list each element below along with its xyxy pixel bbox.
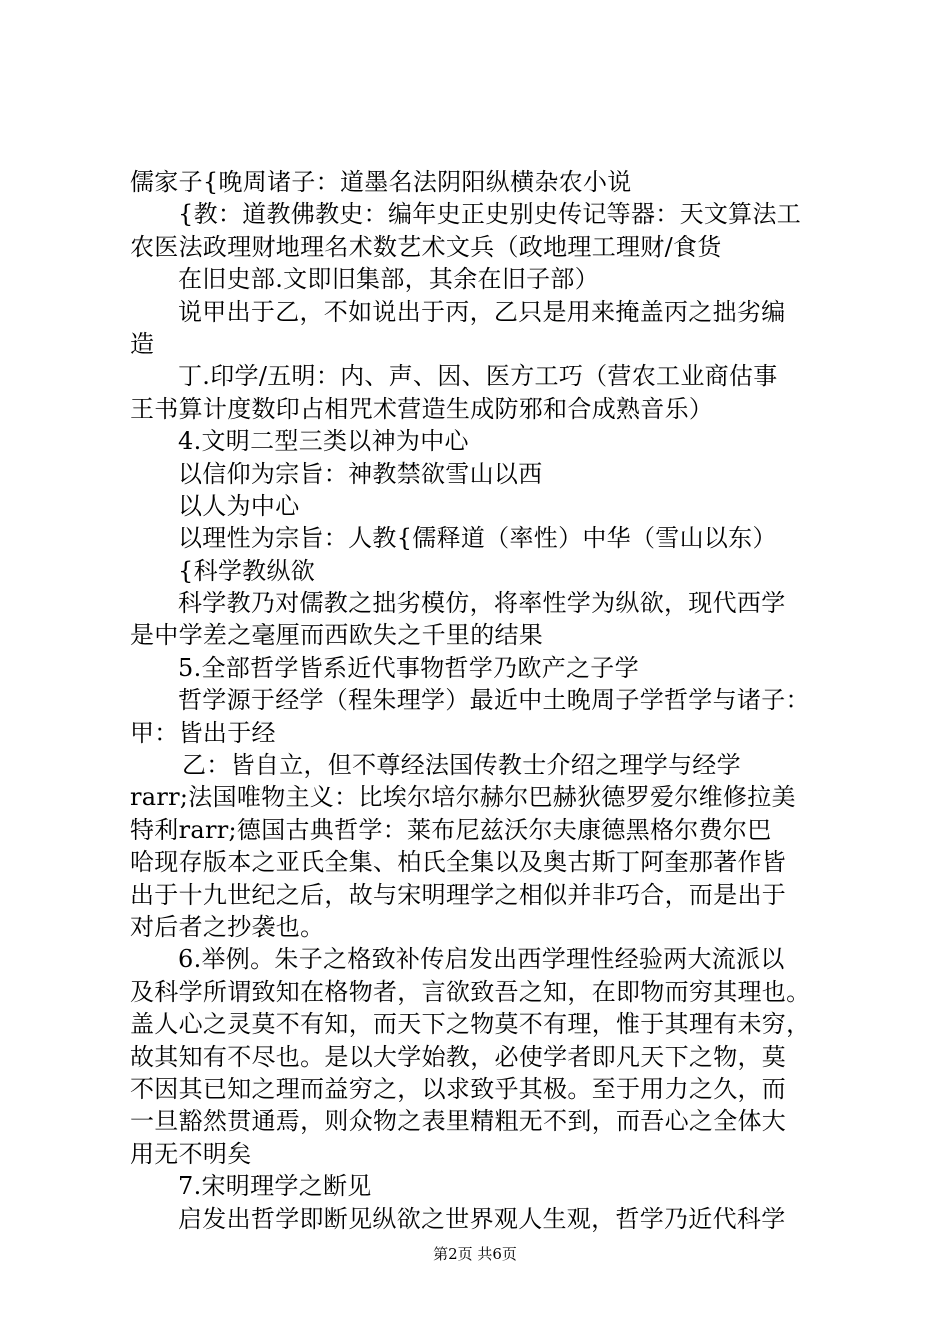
text-line: {教：道教佛教史：编年史正史别史传记等器：天文算法工	[178, 200, 802, 229]
text-line: 王书算计度数印占相咒术营造生成防邪和合成熟音乐）	[130, 394, 714, 423]
page-footer: 第2页 共6页	[433, 1245, 517, 1263]
text-line: 启发出哲学即断见纵欲之世界观人生观，哲学乃近代科学	[178, 1204, 786, 1233]
text-line: 不因其已知之理而益穷之，以求致乎其极。至于用力之久，而	[130, 1074, 787, 1103]
text-line: 以人为中心	[178, 491, 300, 520]
text-line: 用无不明矣	[130, 1139, 252, 1168]
text-line: 一旦豁然贯通焉，则众物之表里精粗无不到，而吾心之全体大	[130, 1107, 787, 1136]
text-line: 乙：皆自立，但不尊经法国传教士介绍之理学与经学	[182, 751, 741, 780]
text-line: 农医法政理财地理名术数艺术文兵（政地理工理财/食货	[130, 232, 722, 261]
text-line: 哈现存版本之亚氏全集、柏氏全集以及奥古斯丁阿奎那著作皆	[130, 848, 787, 877]
text-line: 对后者之抄袭也。	[130, 912, 325, 941]
text-line: 丁.印学/五明：内、声、因、医方工巧（营农工业商估事	[178, 362, 778, 391]
text-line: 造	[130, 329, 155, 358]
text-line: 以理性为宗旨：人教{儒释道（率性）中华（雪山以东）	[178, 524, 777, 553]
text-line: 是中学差之毫厘而西欧失之千里的结果	[130, 621, 544, 650]
text-line: 甲：皆出于经	[130, 718, 276, 747]
document-body	[130, 166, 835, 1235]
text-line: {科学教纵欲	[178, 556, 316, 585]
text-line: 及科学所谓致知在格物者，言欲致吾之知，在即物而穷其理也。	[130, 977, 811, 1006]
text-line: rarr;法国唯物主义：比埃尔培尔赫尔巴赫狄德罗爱尔维修拉美	[130, 783, 796, 812]
text-line: 盖人心之灵莫不有知，而天下之物莫不有理，惟于其理有未穷，	[130, 1010, 811, 1039]
text-line: 故其知有不尽也。是以大学始教，必使学者即凡天下之物，莫	[130, 1042, 787, 1071]
text-line: 7.宋明理学之断见	[178, 1172, 372, 1201]
text-line: 哲学源于经学（程朱理学）最近中土晚周子学哲学与诸子：	[178, 686, 810, 715]
text-line: 出于十九世纪之后，故与宋明理学之相似并非巧合，而是出于	[130, 880, 787, 909]
text-line: 特利rarr;德国古典哲学：莱布尼兹沃尔夫康德黑格尔费尔巴	[130, 815, 772, 844]
text-line: 5.全部哲学皆系近代事物哲学乃欧产之子学	[178, 653, 639, 682]
text-line: 在旧史部.文即旧集部，其余在旧子部）	[178, 265, 600, 294]
text-line: 4.文明二型三类以神为中心	[178, 427, 469, 456]
text-line: 以信仰为宗旨：神教禁欲雪山以西	[178, 459, 543, 488]
text-line: 说甲出于乙，不如说出于丙，乙只是用来掩盖丙之拙劣编	[178, 297, 786, 326]
text-line: 科学教乃对儒教之拙劣模仿，将率性学为纵欲，现代西学	[178, 589, 786, 618]
text-line: 6.举例。朱子之格致补传启发出西学理性经验两大流派以	[178, 945, 785, 974]
text-line: 儒家子{晚周诸子：道墨名法阴阳纵横杂农小说	[130, 168, 632, 196]
